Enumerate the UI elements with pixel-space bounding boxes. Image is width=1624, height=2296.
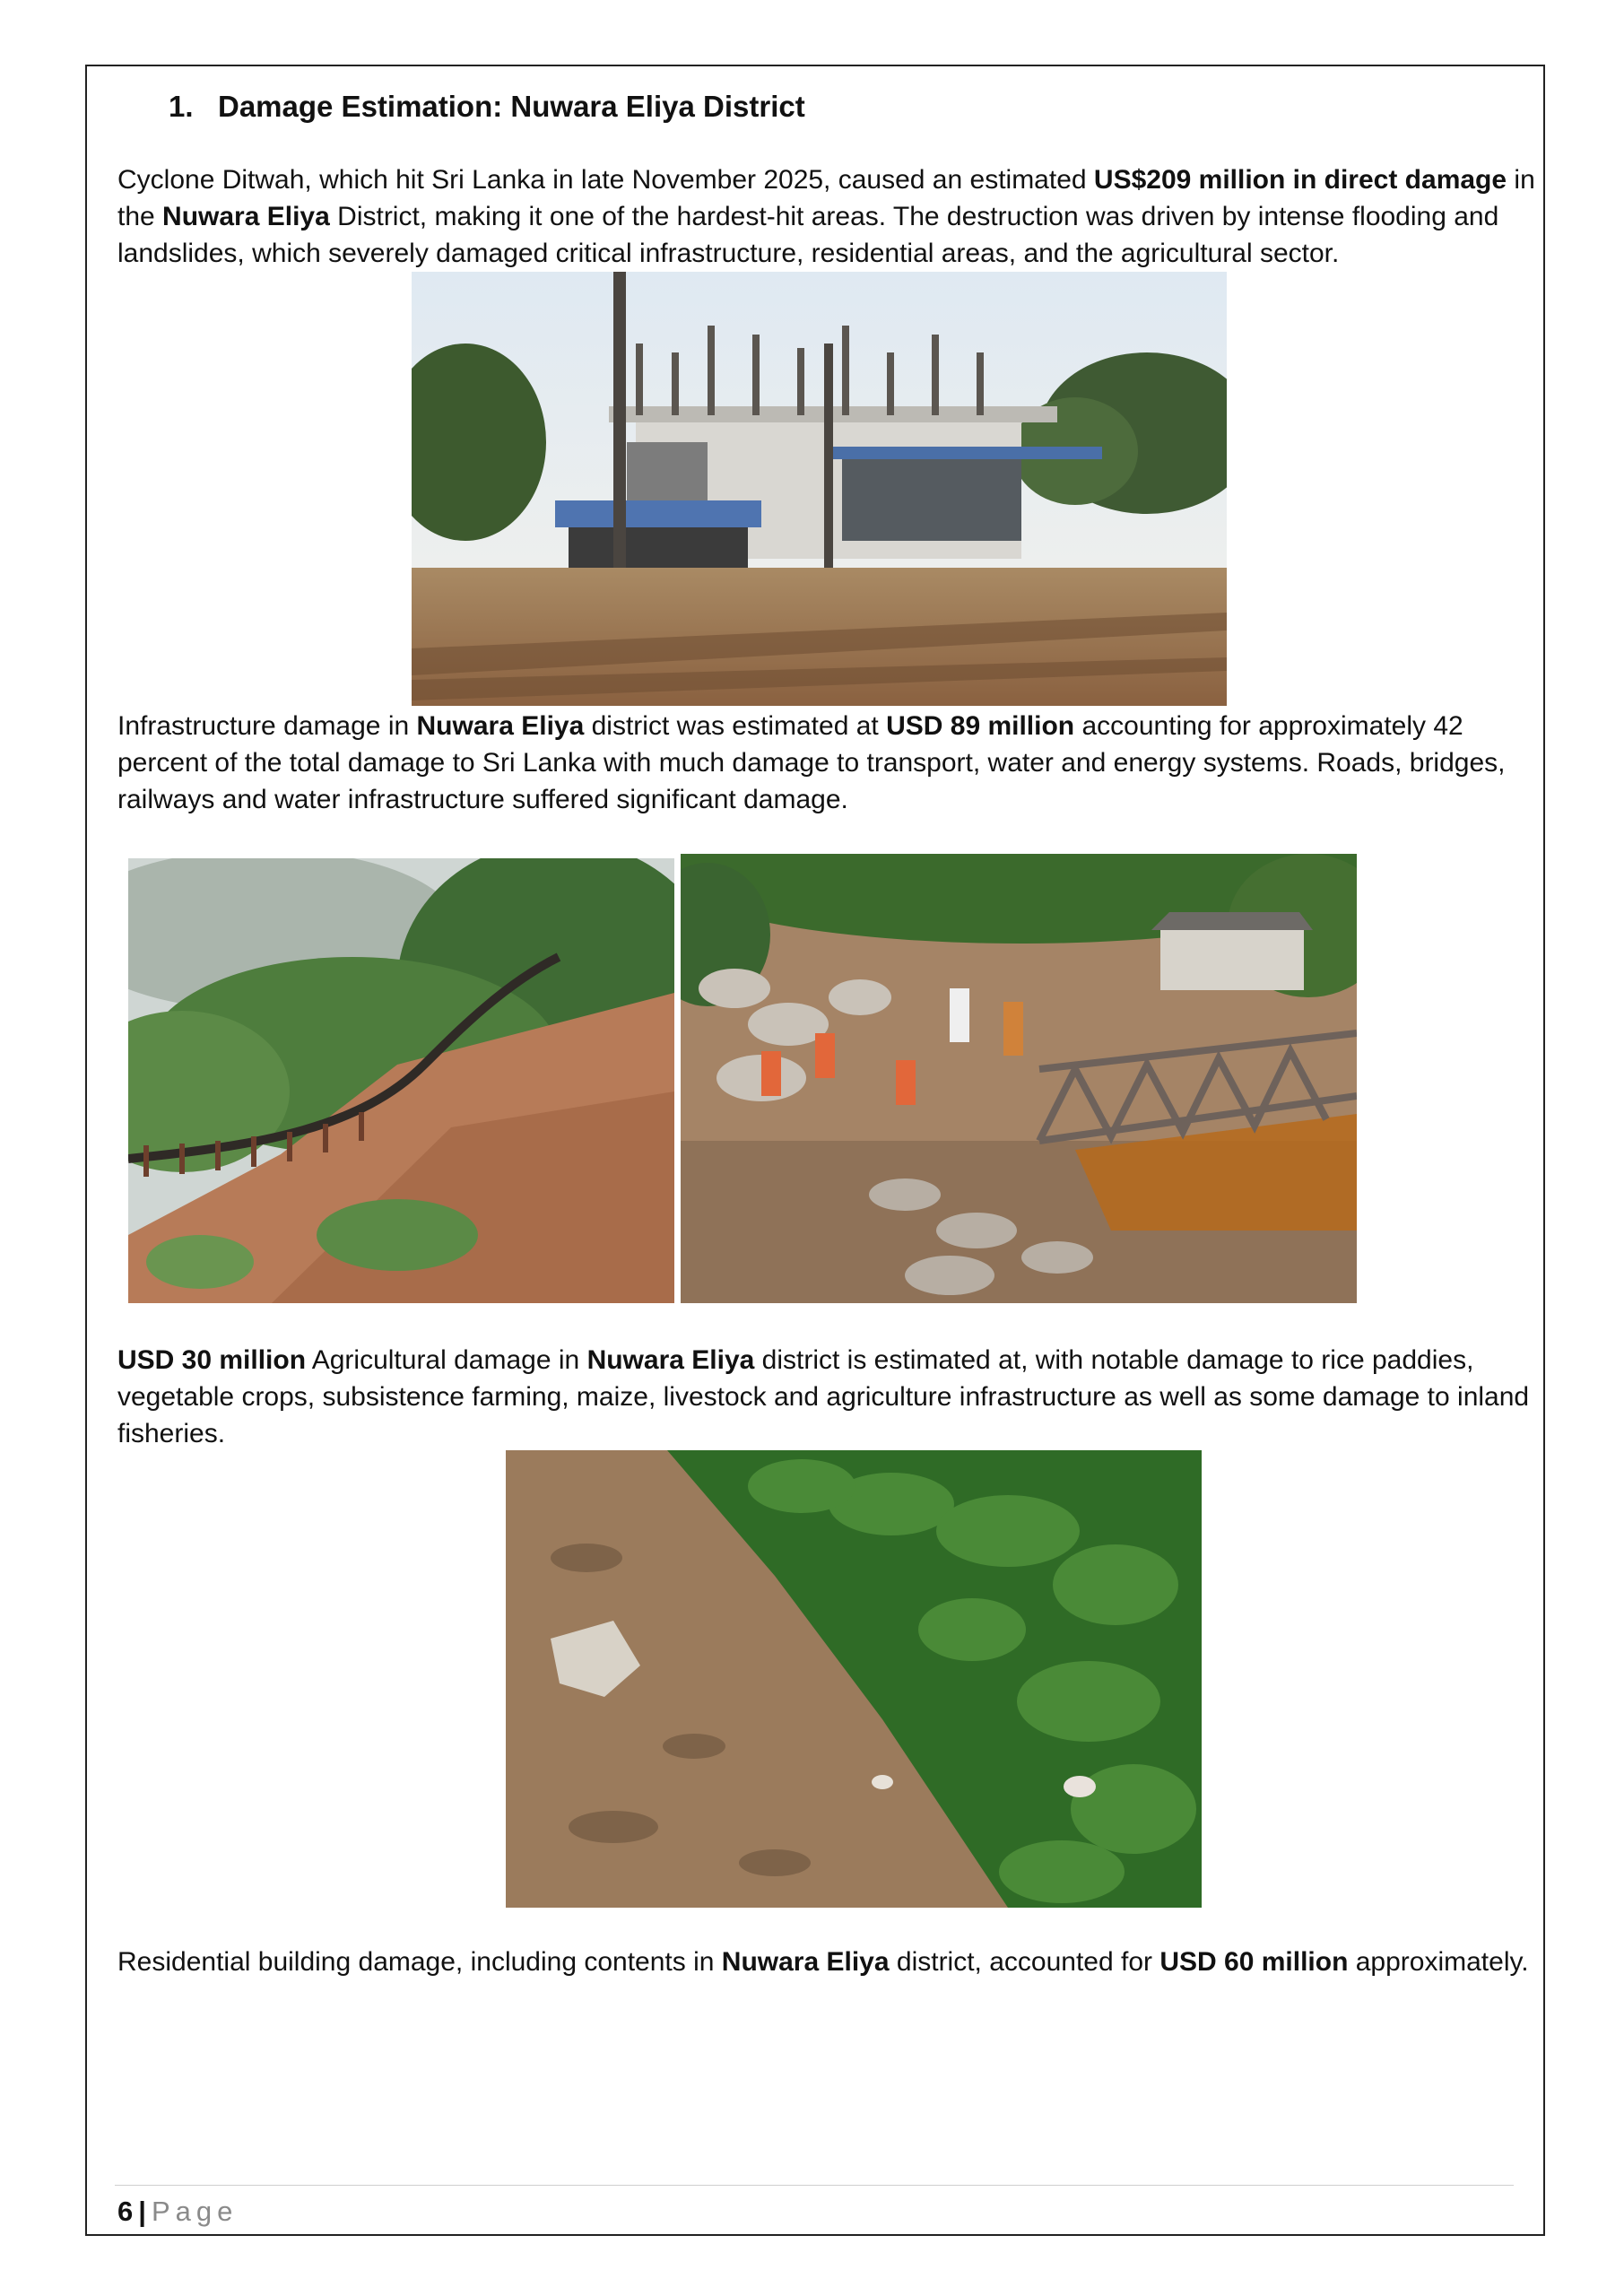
flooded-building-photo — [412, 272, 1227, 706]
page-label: Page — [151, 2196, 239, 2227]
agriculture-text-2: district is estimated at, with notable damage to rice paddies, vegetable crops, subsistence farming, maize, livestock and agriculture infrastructure as well as some damage to inland fisheries. — [117, 1345, 1530, 1448]
page-footer — [117, 2196, 238, 2228]
agriculture-damage-amount: USD 30 million — [117, 1345, 307, 1375]
residential-text-2: district, accounted for — [889, 1947, 1160, 1977]
footer-divider — [115, 2185, 1514, 2186]
residential-paragraph — [117, 1944, 1552, 1980]
agriculture-text-1: Agricultural damage in — [306, 1345, 587, 1375]
intro-damage-total: US$209 million in direct damage — [1093, 165, 1507, 195]
infrastructure-text-1: Infrastructure damage in — [117, 711, 417, 741]
residential-district-name: Nuwara Eliya — [721, 1947, 890, 1977]
section-number: 1. — [169, 90, 194, 123]
footer-separator: | — [138, 2196, 146, 2227]
intro-paragraph — [117, 161, 1552, 272]
residential-text-1: Residential building damage, including contents in — [117, 1947, 722, 1977]
infrastructure-paragraph — [117, 708, 1552, 818]
agriculture-paragraph — [117, 1342, 1552, 1452]
page-number: 6 — [117, 2196, 134, 2227]
residential-text-3: approximately. — [1348, 1947, 1529, 1977]
railway-landslide-photo — [128, 858, 674, 1303]
section-title: Damage Estimation: Nuwara Eliya District — [218, 90, 805, 123]
section-heading — [169, 90, 805, 124]
infrastructure-text-3: accounting for approximately 42 percent of the total damage to Sri Lanka with much damage to transport, water and energy systems. Roads, bridges, railways and water infrastructure suffered significant damage. — [117, 711, 1506, 814]
intro-district-name: Nuwara Eliya — [162, 202, 330, 231]
tea-slope-landslide-photo — [506, 1450, 1202, 1908]
bridge-repair-photo — [681, 854, 1357, 1303]
infrastructure-text-2: district was estimated at — [584, 711, 887, 741]
intro-text-2: in the — [117, 165, 1535, 231]
intro-text-3: District, making it one of the hardest-hit areas. The destruction was driven by intense flooding and landslides, which severely damaged critical infrastructure, residential areas, and the agricultural sector. — [117, 202, 1499, 268]
residential-damage-amount: USD 60 million — [1159, 1947, 1349, 1977]
infrastructure-district-name: Nuwara Eliya — [416, 711, 585, 741]
intro-text-1: Cyclone Ditwah, which hit Sri Lanka in late November 2025, caused an estimated — [117, 165, 1094, 195]
infrastructure-damage-amount: USD 89 million — [886, 711, 1075, 741]
agriculture-district-name: Nuwara Eliya — [586, 1345, 755, 1375]
